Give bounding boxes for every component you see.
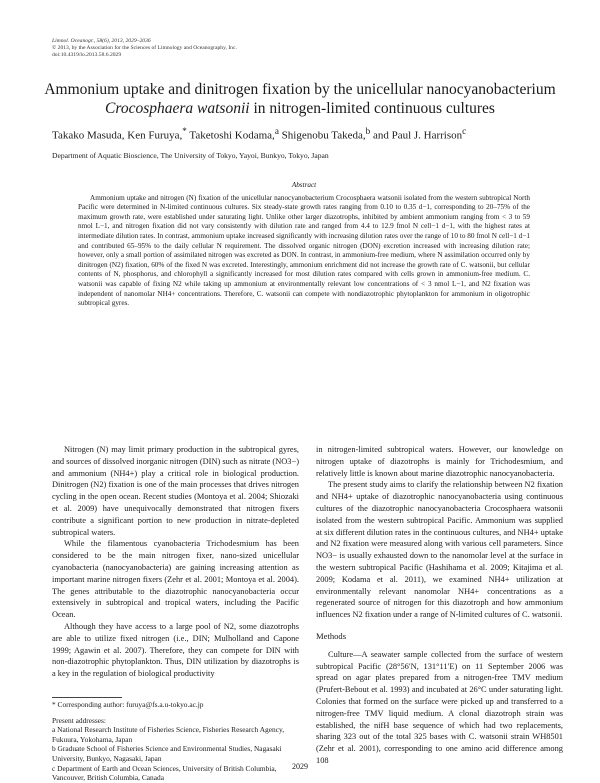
corresponding-author: * Corresponding author: furuya@fs.a.u-tokyo.ac.jp [52,700,204,709]
intro-paragraph: The present study aims to clarify the relationship between N2 fixation and NH4+ uptake of diazotrophic nanocyanobacteria using continuous cultures of the diazotrophic nanocyanobacteria Crocosphaera watsonii isolated from the western subtropical Pacific. Ammonium was supplied at six different dilution rates in the continuous cultures, and NH4+ uptake and N2 fixation were measured along with various cell parameters. Since NO3− is usually exhausted down to the nanomolar level at the surface in the western subtropical Pacific (Hashihama et al. 2009; Kitajima et al. 2009; Kodama et al. 2011), we examined NH4+ utilization at environmentally relevant nanomolar NH4+ concentrations as a regenerated source of nitrogen for this diazotroph and how ammonium influences N2 fixation under a range of N-limited cultures of C. watsonii. [316,480,563,620]
journal-header [52,38,237,60]
author-mark: b [365,126,371,136]
methods-heading: Methods [316,630,347,641]
methods-paragraph: Culture—A seawater sample collected from the surface of western subtropical Pacific (28°56′N, 131°11′E) on 11 September 2006 was spread on agar plates prepared from a nitrogen-free TMV medium (Prufert-Bebout et al. 1993) and incubated at 26°C under saturating light. Colonies that formed on the surface were picked up and transferred to a nitrogen-free TMV liquid medium. A clonal diazotroph strain was established, the nifH base sequence of which had two replacements, sharing 323 out of the total 325 bases with C. watsonii strain WH8501 (Zehr et al. 2001), corresponding to one amino acid difference among 108 [316,649,563,765]
title-line-2 [40,99,560,118]
author: and Paul J. Harrison [370,129,463,142]
right-column [316,444,563,767]
address-c: c Department of Earth and Ocean Sciences, University of British Columbia, Vancouver, British Columbia, Canada [52,763,277,783]
abstract-heading: Abstract [291,181,317,189]
address-b: b Graduate School of Fisheries Science and Environmental Studies, Nagasaki University, Bunkyo, Nagasaki, Japan [52,744,282,763]
abstract-text: Ammonium uptake and nitrogen (N) fixation of the unicellular nanocyanobacterium Crocosphaera watsonii isolated from the western subtropical North Pacific were determined in N-limited continuous cultures. Six steady-state growth rates ranging from 0.10 to 0.35 d−1, corresponding to 20–75% of the maximum growth rate, were established under saturating light. Unlike other larger diazotrophs, inhibited by ambient ammonium ranging from < 3 to 59 nmol L−1, and nitrogen fixation did not vary consistently with dilution rate and ranged from 4.4 to 12.9 fmol N cell−1 d−1, with the highest rates at intermediate dilution rates. In contrast, ammonium uptake increased significantly with increasing dilution rates over the range of 10 to 80 fmol N cell−1 d−1 and contributed 65–95% to the daily cellular N requirement. The dissolved organic nitrogen (DON) excretion increased with increasing dilution rate; however, only a small portion of assimilated nitrogen was excreted as DON. In contrast, in ammonium-free medium, where N assimilation occurred only by dinitrogen (N2) fixation, 60% of the fixed N was excreted. Interestingly, ammonium enrichment did not increase the growth rate of C. watsonii, but cellular contents of N, phosphorus, and chlorophyll a significantly increased for most dilution rates compared with cells grown in ammonium-free medium. C. watsonii was capable of fixing N2 while taking up ammonium at environmentally relevant low concentrations of < 3 nmol L−1, and N2 fixation was independent of nanomolar NH4+ concentrations. Therefore, C. watsonii can compete with nondiazotrophic phytoplankton for ammonium in oligotrophic subtropical gyres. [78,193,530,308]
author-mark: a [274,126,279,136]
intro-paragraph: Nitrogen (N) may limit primary production in the subtropical gyres, and sources of dissolved inorganic nitrogen (DIN) such as nitrate (NO3−) and ammonium (NH4+) play a critical role in biological production. Dinitrogen (N2) fixation is one of the main processes that drives nitrogen cycling in the open ocean. Recent studies (Montoya et al. 2004; Shiozaki et al. 2009) have unequivocally demonstrated that nitrogen fixers contribute a significant portion to new production in nitrate-depleted subtropical waters. [52,445,299,537]
author: Taketoshi Kodama, [186,129,275,142]
left-column [52,444,299,680]
affiliation: Department of Aquatic Bioscience, The University of Tokyo, Yayoi, Bunkyo, Tokyo, Japan [52,151,329,160]
title-line-2-rest: in nitrogen-limited continuous cultures [249,100,495,117]
citation-line: Limnol. Oceanogr., 58(6), 2013, 2029–2036 [52,38,151,44]
title-line-1: Ammonium uptake and dinitrogen fixation by the unicellular nanocyanobacterium [44,81,556,98]
intro-paragraph: Although they have access to a large pool of N2, some diazotrophs are able to utilize fixed nitrogen (i.e., DIN; Mulholland and Capone 1999; Agawin et al. 2007). Therefore, they can compete for DIN with non-diazotrophic phytoplankton. Thus, DIN utilization by diazotrophs is a key in the regulation of biological productivity [52,621,299,679]
author: Shigenobu Takeda, [278,129,366,142]
author: Ken Furuya, [124,129,183,142]
intro-paragraph: in nitrogen-limited subtropical waters. However, our knowledge on nitrogen uptake of diazotrophs is mainly for Trichodesmium, and relatively little is known about marine diazotrophic nanocyanobacteria. [316,445,563,478]
author-mark: c [462,126,467,136]
paper-title [40,80,560,118]
address-a: a National Research Institute of Fisheries Science, Fisheries Research Agency, Fukuura, Yokohama, Japan [52,725,285,744]
author-list [52,126,466,142]
page-number: 2029 [292,762,308,771]
abstract-block [78,181,530,309]
author: Takako Masuda, [52,129,125,142]
present-addresses-heading: Present addresses: [52,715,106,725]
footnote-rule [52,697,122,698]
copyright-line: © 2013, by the Association for the Sciences of Limnology and Oceanography, Inc. [52,45,237,52]
doi-line: doi:10.4319/lo.2013.58.6.2029 [52,52,122,59]
species-name: Crocosphaera watsonii [105,100,250,117]
author-mark: * [182,126,187,136]
intro-paragraph: While the filamentous cyanobacteria Trichodesmium has been considered to be the main nitrogen fixer, nano-sized unicellular cyanobacteria (nanocyanobacteria) are gaining increasing attention as important marine nitrogen fixers (Zehr et al. 2001; Montoya et al. 2004). The genes attributable to the diazotrophic nanocyanobacteria occur extensively in subtropical and tropical waters, including the Pacific Ocean. [52,539,299,620]
